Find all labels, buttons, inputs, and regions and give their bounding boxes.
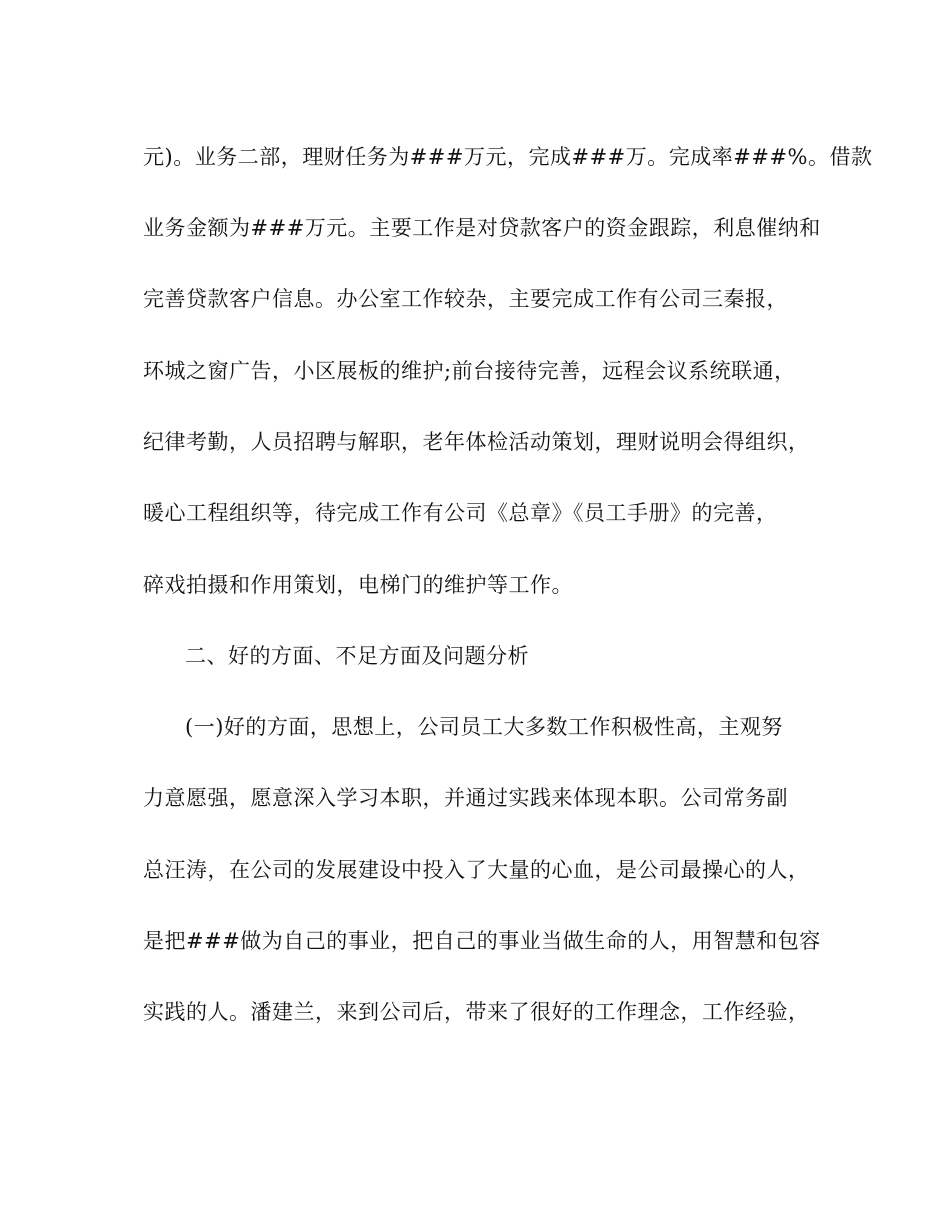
paragraph-line-5: 纪律考勤，人员招聘与解职，老年体检活动策划，理财说明会得组织， bbox=[143, 430, 810, 454]
paragraph-line-9: 力意愿强，愿意深入学习本职，并通过实践来体现本职。公司常务副 bbox=[143, 786, 788, 810]
paragraph-line-1: 元)。业务二部，理财任务为###万元，完成###万。完成率###%。借款 bbox=[143, 145, 873, 169]
paragraph-line-3: 完善贷款客户信息。办公室工作较杂，主要完成工作有公司三秦报， bbox=[143, 287, 788, 311]
paragraph-line-4: 环城之窗广告，小区展板的维护;前台接待完善，远程会议系统联通， bbox=[143, 359, 796, 383]
paragraph-line-6: 暖心工程组织等，待完成工作有公司《总章》《员工手册》的完善， bbox=[143, 501, 778, 525]
paragraph-line-2: 业务金额为###万元。主要工作是对贷款客户的资金跟踪，利息催纳和 bbox=[143, 216, 821, 240]
section-heading: 二、好的方面、不足方面及问题分析 bbox=[185, 644, 529, 668]
paragraph-line-10: 总汪涛，在公司的发展建设中投入了大量的心血，是公司最操心的人， bbox=[143, 858, 810, 882]
paragraph-line-11: 是把###做为自己的事业，把自己的事业当做生命的人，用智慧和包容 bbox=[143, 929, 821, 953]
paragraph-line-8: (一)好的方面，思想上，公司员工大多数工作积极性高，主观努 bbox=[185, 715, 783, 739]
paragraph-line-12: 实践的人。潘建兰，来到公司后，带来了很好的工作理念，工作经验， bbox=[143, 1000, 810, 1024]
paragraph-line-7: 碎戏拍摄和作用策划，电梯门的维护等工作。 bbox=[143, 573, 573, 597]
